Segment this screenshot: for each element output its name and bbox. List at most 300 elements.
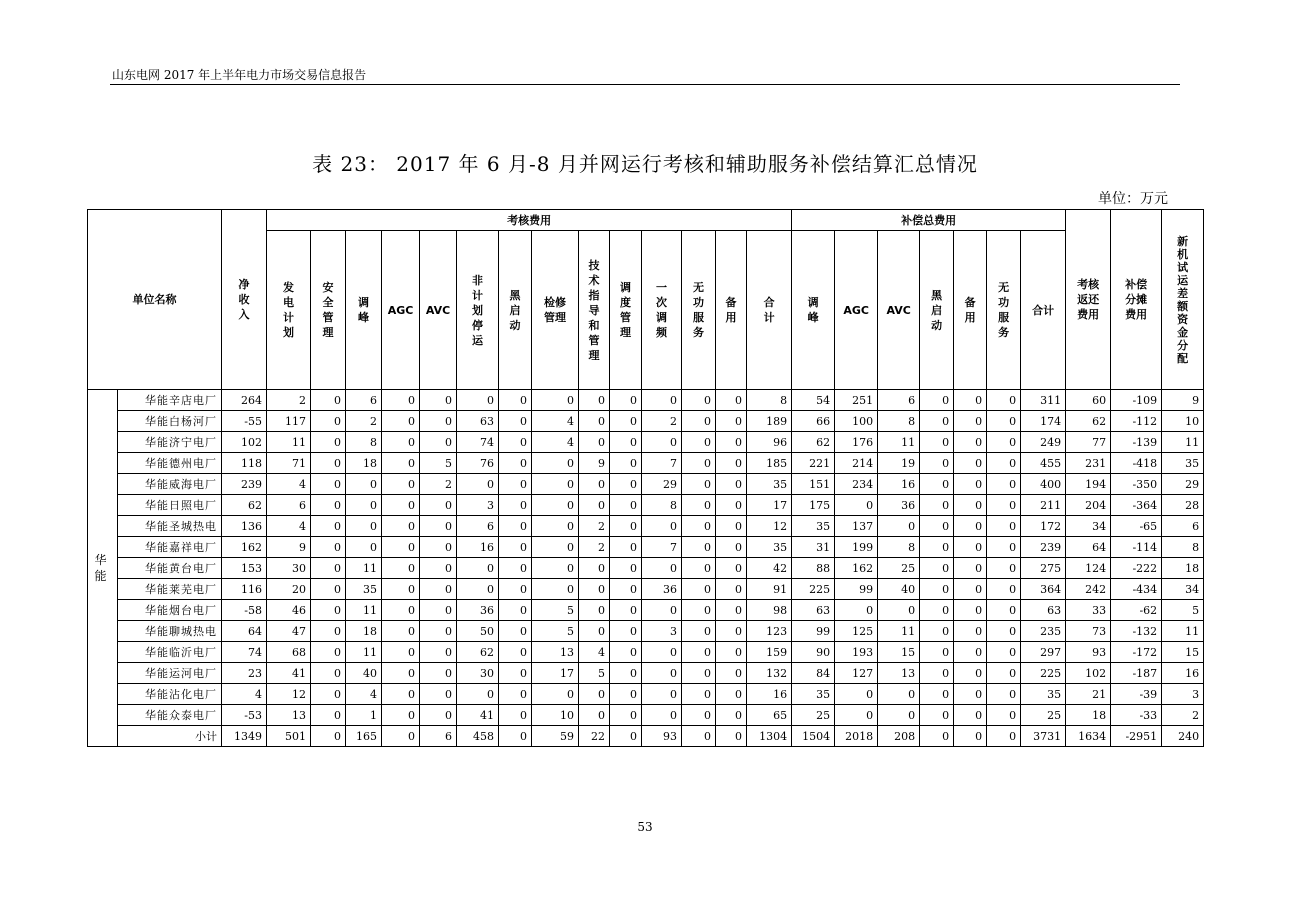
value-cell: 0 [716,411,747,432]
value-cell: 36 [457,600,499,621]
value-cell: 0 [499,663,532,684]
value-cell: 0 [716,684,747,705]
value-cell: 102 [1066,663,1111,684]
value-cell: 6 [457,516,499,537]
value-cell: 63 [1021,600,1066,621]
value-cell: 0 [420,390,457,411]
value-cell: 0 [642,684,682,705]
value-cell: 73 [1066,621,1111,642]
table-row [88,453,1204,474]
table-row [88,390,1204,411]
value-cell: 2 [579,537,610,558]
value-cell: 0 [642,600,682,621]
value-cell: 0 [878,684,920,705]
value-cell: 225 [1021,663,1066,684]
value-cell: 0 [987,390,1021,411]
value-cell: 0 [499,516,532,537]
value-cell: 0 [579,495,610,516]
value-cell: -62 [1111,600,1162,621]
value-cell: 0 [682,600,716,621]
value-cell: 162 [835,558,878,579]
value-cell: 311 [1021,390,1066,411]
col-assess-refund: 考核返还费用 [1066,210,1111,390]
value-cell: 36 [642,579,682,600]
col-assess-peak: 调峰 [346,231,382,390]
value-cell: 0 [987,684,1021,705]
value-cell: 8 [346,432,382,453]
value-cell: 0 [954,537,987,558]
value-cell: 2 [267,390,311,411]
value-cell: 13 [532,642,579,663]
value-cell: 0 [382,600,420,621]
value-cell: 0 [835,684,878,705]
value-cell: 0 [420,600,457,621]
subtotal-value-cell: 93 [642,726,682,747]
value-cell: 0 [610,642,642,663]
value-cell: -114 [1111,537,1162,558]
col-comp-agc: AGC [835,231,878,390]
value-cell: 0 [311,390,346,411]
value-cell: 7 [642,453,682,474]
value-cell: 76 [457,453,499,474]
value-cell: 0 [382,453,420,474]
value-cell: 4 [346,684,382,705]
col-comp-black-start: 黑启动 [920,231,954,390]
value-cell: 17 [747,495,792,516]
value-cell: 0 [532,684,579,705]
value-cell: 30 [267,558,311,579]
value-cell: 29 [1162,474,1204,495]
subtotal-value-cell: 0 [920,726,954,747]
value-cell: 7 [642,537,682,558]
value-cell: 0 [954,390,987,411]
value-cell: 0 [420,411,457,432]
value-cell: 0 [579,474,610,495]
value-cell: 0 [987,558,1021,579]
value-cell: 455 [1021,453,1066,474]
value-cell: 0 [382,474,420,495]
unit-name-cell: 华能运河电厂 [118,663,222,684]
value-cell: 90 [792,642,835,663]
unit-label: 单位：万元 [1098,191,1168,207]
value-cell: 0 [499,453,532,474]
value-cell: 0 [457,558,499,579]
value-cell: 0 [987,432,1021,453]
unit-name-cell: 华能圣城热电 [118,516,222,537]
value-cell: 2 [346,411,382,432]
value-cell: 4 [532,432,579,453]
value-cell: 5 [532,621,579,642]
value-cell: 18 [1066,705,1111,726]
value-cell: 0 [346,516,382,537]
value-cell: 0 [579,432,610,453]
col-assess-maintenance: 检修管理 [532,231,579,390]
value-cell: 0 [610,516,642,537]
value-cell: 0 [420,537,457,558]
value-cell: 400 [1021,474,1066,495]
value-cell: -58 [222,600,267,621]
value-cell: -55 [222,411,267,432]
value-cell: 0 [457,684,499,705]
unit-name-cell: 华能日照电厂 [118,495,222,516]
subtotal-value-cell: 0 [610,726,642,747]
table-row [88,663,1204,684]
value-cell: -187 [1111,663,1162,684]
value-cell: 25 [792,705,835,726]
value-cell: 0 [532,537,579,558]
value-cell: 0 [420,642,457,663]
value-cell: 0 [920,684,954,705]
value-cell: 0 [682,432,716,453]
value-cell: 225 [792,579,835,600]
value-cell: 68 [267,642,311,663]
value-cell: 0 [878,600,920,621]
value-cell: 84 [792,663,835,684]
value-cell: 0 [920,663,954,684]
value-cell: 239 [222,474,267,495]
subtotal-value-cell: 1349 [222,726,267,747]
col-assess-dispatch: 调度管理 [610,231,642,390]
value-cell: 214 [835,453,878,474]
value-cell: 176 [835,432,878,453]
value-cell: 117 [267,411,311,432]
col-assess-reserve: 备用 [716,231,747,390]
value-cell: -139 [1111,432,1162,453]
value-cell: 0 [382,621,420,642]
value-cell: 0 [311,495,346,516]
value-cell: 9 [1162,390,1204,411]
table-row [88,600,1204,621]
value-cell: 0 [987,663,1021,684]
table-row [88,537,1204,558]
value-cell: 0 [954,600,987,621]
value-cell: 74 [222,642,267,663]
value-cell: 6 [267,495,311,516]
table-body [88,390,1204,747]
value-cell: 0 [532,453,579,474]
value-cell: 3 [1162,684,1204,705]
group-label [88,390,118,747]
col-assess-gen-plan: 发电计划 [267,231,311,390]
value-cell: 0 [532,516,579,537]
value-cell: 0 [382,663,420,684]
value-cell: 0 [682,453,716,474]
subtotal-row [88,726,1204,747]
value-cell: 0 [420,621,457,642]
value-cell: 4 [267,474,311,495]
value-cell: 0 [382,432,420,453]
subtotal-value-cell: 208 [878,726,920,747]
value-cell: 0 [642,663,682,684]
value-cell: 251 [835,390,878,411]
value-cell: 235 [1021,621,1066,642]
value-cell: 9 [579,453,610,474]
value-cell: 0 [579,558,610,579]
value-cell: 0 [954,432,987,453]
value-cell: 0 [920,432,954,453]
value-cell: 0 [457,579,499,600]
value-cell: 0 [420,663,457,684]
value-cell: 0 [920,579,954,600]
value-cell: 0 [382,495,420,516]
value-cell: 19 [878,453,920,474]
value-cell: 0 [579,411,610,432]
value-cell: 0 [920,516,954,537]
value-cell: 0 [987,474,1021,495]
value-cell: 35 [792,516,835,537]
subtotal-value-cell: 0 [382,726,420,747]
table-row [88,411,1204,432]
value-cell: 275 [1021,558,1066,579]
value-cell: -132 [1111,621,1162,642]
col-assess-black-start: 黑启动 [499,231,532,390]
value-cell: 174 [1021,411,1066,432]
value-cell: 62 [222,495,267,516]
value-cell: 0 [716,579,747,600]
value-cell: 8 [642,495,682,516]
value-cell: 4 [532,411,579,432]
value-cell: 23 [222,663,267,684]
subtotal-value-cell: 458 [457,726,499,747]
col-comp-avc: AVC [878,231,920,390]
value-cell: 0 [610,579,642,600]
value-cell: 0 [835,495,878,516]
col-new-unit-trial: 新机试运差额资金分配 [1162,210,1204,390]
subtotal-value-cell: 1634 [1066,726,1111,747]
value-cell: 10 [532,705,579,726]
col-comp-total: 合计 [1021,231,1066,390]
value-cell: 189 [747,411,792,432]
value-cell: 0 [920,537,954,558]
unit-name-cell: 华能嘉祥电厂 [118,537,222,558]
value-cell: 0 [382,642,420,663]
value-cell: 6 [1162,516,1204,537]
value-cell: 0 [311,411,346,432]
value-cell: 0 [499,621,532,642]
value-cell: -434 [1111,579,1162,600]
value-cell: 0 [311,663,346,684]
value-cell: 64 [222,621,267,642]
unit-name-cell: 华能济宁电厂 [118,432,222,453]
value-cell: 0 [878,516,920,537]
value-cell: 40 [878,579,920,600]
value-cell: 264 [222,390,267,411]
value-cell: 30 [457,663,499,684]
value-cell: 17 [532,663,579,684]
value-cell: 34 [1066,516,1111,537]
value-cell: 0 [311,621,346,642]
value-cell: 0 [610,558,642,579]
value-cell: 41 [267,663,311,684]
value-cell: 100 [835,411,878,432]
settlement-table [87,209,1204,747]
col-unit-name: 单位名称 [88,210,222,390]
value-cell: 211 [1021,495,1066,516]
value-cell: 0 [716,516,747,537]
value-cell: 29 [642,474,682,495]
subtotal-value-cell: -2951 [1111,726,1162,747]
value-cell: 0 [987,621,1021,642]
value-cell: -364 [1111,495,1162,516]
subtotal-value-cell: 240 [1162,726,1204,747]
value-cell: 0 [532,495,579,516]
value-cell: 0 [987,411,1021,432]
value-cell: 239 [1021,537,1066,558]
value-cell: 99 [792,621,835,642]
value-cell: 193 [835,642,878,663]
value-cell: 35 [792,684,835,705]
value-cell: 0 [311,432,346,453]
value-cell: 13 [267,705,311,726]
value-cell: 0 [682,621,716,642]
col-comp-allocation: 补偿分摊费用 [1111,210,1162,390]
value-cell: 0 [716,453,747,474]
value-cell: 0 [682,663,716,684]
value-cell: 2 [642,411,682,432]
value-cell: 60 [1066,390,1111,411]
table-row [88,495,1204,516]
value-cell: 11 [1162,432,1204,453]
value-cell: 0 [716,390,747,411]
value-cell: 0 [382,705,420,726]
value-cell: 0 [311,537,346,558]
value-cell: 0 [420,579,457,600]
value-cell: 8 [878,537,920,558]
value-cell: 0 [954,516,987,537]
unit-name-cell: 华能烟台电厂 [118,600,222,621]
value-cell: 0 [987,705,1021,726]
value-cell: 0 [346,537,382,558]
unit-name-cell: 华能莱芜电厂 [118,579,222,600]
value-cell: 0 [420,684,457,705]
value-cell: 0 [920,411,954,432]
value-cell: 0 [878,705,920,726]
col-assess-total: 合计 [747,231,792,390]
value-cell: 0 [311,642,346,663]
value-cell: 0 [610,411,642,432]
value-cell: 0 [987,579,1021,600]
value-cell: 4 [579,642,610,663]
value-cell: 199 [835,537,878,558]
value-cell: 12 [747,516,792,537]
col-assess-avc: AVC [420,231,457,390]
col-assess-unplanned-outage: 非计划停运 [457,231,499,390]
value-cell: 46 [267,600,311,621]
col-comp-reactive: 无功服务 [987,231,1021,390]
value-cell: 175 [792,495,835,516]
value-cell: 0 [499,495,532,516]
value-cell: 297 [1021,642,1066,663]
value-cell: 11 [267,432,311,453]
value-cell: 0 [954,705,987,726]
value-cell: 0 [610,705,642,726]
value-cell: 0 [716,663,747,684]
value-cell: 0 [499,705,532,726]
subtotal-value-cell: 501 [267,726,311,747]
value-cell: 71 [267,453,311,474]
value-cell: 127 [835,663,878,684]
value-cell: 11 [1162,621,1204,642]
table-row [88,516,1204,537]
value-cell: -418 [1111,453,1162,474]
value-cell: 5 [532,600,579,621]
value-cell: 35 [1021,684,1066,705]
value-cell: 0 [716,600,747,621]
table-row [88,558,1204,579]
value-cell: 0 [682,684,716,705]
value-cell: 0 [682,579,716,600]
value-cell: 33 [1066,600,1111,621]
value-cell: 0 [920,600,954,621]
value-cell: -33 [1111,705,1162,726]
col-assess-reactive: 无功服务 [682,231,716,390]
value-cell: 0 [499,558,532,579]
unit-name-cell: 华能临沂电厂 [118,642,222,663]
value-cell: 0 [311,684,346,705]
value-cell: 35 [1162,453,1204,474]
value-cell: 16 [747,684,792,705]
value-cell: 0 [954,558,987,579]
table-row [88,474,1204,495]
value-cell: 0 [499,432,532,453]
subtotal-value-cell: 1504 [792,726,835,747]
value-cell: 0 [382,558,420,579]
value-cell: 0 [420,705,457,726]
value-cell: 0 [311,453,346,474]
value-cell: 12 [267,684,311,705]
value-cell: 221 [792,453,835,474]
subtotal-label: 小计 [118,726,222,747]
value-cell: 8 [1162,537,1204,558]
value-cell: 132 [747,663,792,684]
value-cell: 0 [954,495,987,516]
value-cell: 0 [610,474,642,495]
value-cell: 41 [457,705,499,726]
value-cell: 0 [716,474,747,495]
value-cell: 11 [346,642,382,663]
table-row [88,642,1204,663]
value-cell: 0 [987,537,1021,558]
value-cell: 364 [1021,579,1066,600]
value-cell: 18 [1162,558,1204,579]
value-cell: 62 [1066,411,1111,432]
value-cell: 0 [382,516,420,537]
value-cell: 0 [920,495,954,516]
value-cell: 42 [747,558,792,579]
value-cell: 35 [747,474,792,495]
value-cell: 0 [499,684,532,705]
unit-name-cell: 华能辛店电厂 [118,390,222,411]
value-cell: 36 [878,495,920,516]
col-comp-reserve: 备用 [954,231,987,390]
value-cell: 98 [747,600,792,621]
value-cell: 0 [682,705,716,726]
value-cell: 50 [457,621,499,642]
subtotal-value-cell: 22 [579,726,610,747]
value-cell: 0 [642,705,682,726]
value-cell: 0 [682,516,716,537]
subtotal-value-cell: 3731 [1021,726,1066,747]
value-cell: 25 [878,558,920,579]
value-cell: 0 [311,474,346,495]
value-cell: 0 [682,390,716,411]
value-cell: 15 [1162,642,1204,663]
unit-name-cell: 华能聊城热电 [118,621,222,642]
value-cell: 0 [716,642,747,663]
value-cell: 0 [610,453,642,474]
col-assess-tech-guidance: 技术指导和管理 [579,231,610,390]
value-cell: 0 [920,558,954,579]
